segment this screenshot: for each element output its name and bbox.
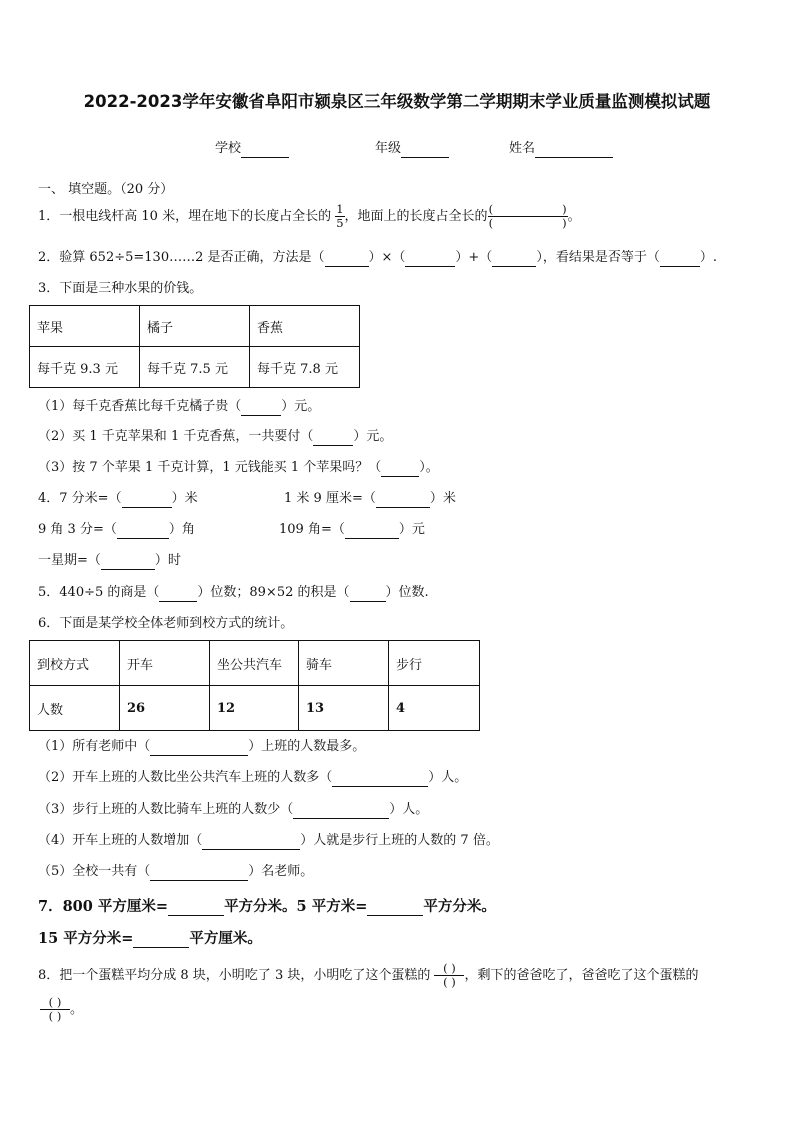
question-5 bbox=[38, 584, 429, 602]
q6-sub-5 bbox=[38, 863, 313, 881]
q7-blank-2 bbox=[367, 915, 423, 916]
q8-a: 8．把一个蛋糕平均分成 8 块，小明吃了 3 块，小明吃了这个蛋糕的 bbox=[38, 968, 431, 983]
q3-sub-2 bbox=[38, 428, 392, 446]
q2-blank-4 bbox=[660, 266, 700, 267]
q1-answer-num bbox=[488, 203, 568, 217]
fruit-name-cell: 香蕉 bbox=[250, 306, 360, 347]
q7-a: 7．800 平方厘米= bbox=[38, 898, 169, 915]
q6-s5b: ）名老师。 bbox=[248, 864, 314, 879]
commute-count-cell: 4 bbox=[389, 686, 480, 731]
q3-sub-3-a: （3）按 7 个苹果 1 千克计算，1 元钱能买 1 个苹果吗？（ bbox=[38, 460, 382, 475]
fruit-price-row bbox=[30, 347, 360, 388]
q7-blank-3 bbox=[133, 947, 189, 948]
q7-e: 平方厘米。 bbox=[189, 930, 262, 947]
question-8-line-1 bbox=[38, 962, 699, 989]
q2-text-c: ）+（ bbox=[455, 250, 493, 265]
q4-r1c: 1 米 9 厘米=（ bbox=[284, 491, 376, 506]
q4-row-1-right bbox=[284, 490, 456, 508]
commute-count-row bbox=[30, 686, 480, 731]
q6-s3b: ）人。 bbox=[389, 802, 429, 817]
q3-sub-2-a: （2）买 1 千克苹果和 1 千克香蕉，一共要付（ bbox=[38, 429, 314, 444]
q4-blank-2 bbox=[376, 507, 430, 508]
q5-blank-1 bbox=[159, 601, 197, 602]
q3-sub-1 bbox=[38, 398, 320, 416]
q1-num-rparen: ) bbox=[562, 202, 567, 216]
fruit-price-cell: 每千克 7.8 元 bbox=[250, 347, 360, 388]
name-label: 姓名 bbox=[509, 141, 536, 156]
question-1 bbox=[38, 203, 581, 230]
commute-header-row bbox=[30, 641, 480, 686]
q7-blank-1 bbox=[168, 915, 224, 916]
q8-frac2-den: ( ) bbox=[48, 1009, 62, 1023]
q3-sub-1-b: ）元。 bbox=[281, 399, 321, 414]
name-blank bbox=[535, 157, 613, 158]
q3-sub-3-b: ）。 bbox=[419, 460, 439, 475]
commute-count-cell: 12 bbox=[210, 686, 299, 731]
commute-header-cell: 步行 bbox=[389, 641, 480, 686]
q6-s5a: （5）全校一共有（ bbox=[38, 864, 151, 879]
fruit-price-table bbox=[29, 305, 360, 388]
q2-blank-2 bbox=[405, 266, 455, 267]
q1-answer-den bbox=[488, 217, 568, 230]
q6-s1a: （1）所有老师中（ bbox=[38, 739, 151, 754]
q6-sub-3 bbox=[38, 801, 428, 819]
commute-table bbox=[29, 640, 480, 731]
question-2 bbox=[38, 249, 717, 267]
commute-header-cell: 到校方式 bbox=[30, 641, 120, 686]
q4-row-3 bbox=[38, 552, 181, 570]
q3-sub-3 bbox=[38, 459, 439, 477]
q8-fraction-1 bbox=[434, 962, 464, 989]
q7-c: 平方分米。 bbox=[423, 898, 496, 915]
commute-header-cell: 骑车 bbox=[299, 641, 389, 686]
commute-count-cell: 13 bbox=[299, 686, 389, 731]
q3-blank-3 bbox=[381, 476, 419, 477]
q3-blank-1 bbox=[241, 415, 281, 416]
q4-blank-4 bbox=[345, 538, 399, 539]
q6-s4b: ）人就是步行上班的人数的 7 倍。 bbox=[300, 833, 499, 848]
q3-sub-1-a: （1）每千克香蕉比每千克橘子贵（ bbox=[38, 399, 242, 414]
q4-row-2-left bbox=[38, 521, 195, 539]
q7-b: 平方分米。5 平方米= bbox=[224, 898, 368, 915]
commute-count-cell: 26 bbox=[120, 686, 210, 731]
fruit-name-cell: 苹果 bbox=[30, 306, 140, 347]
grade-field bbox=[375, 140, 449, 158]
fruit-price-cell: 每千克 9.3 元 bbox=[30, 347, 140, 388]
q8-end: 。 bbox=[70, 1002, 84, 1017]
section-heading: 一、 填空题。（20 分） bbox=[38, 182, 174, 197]
q3-blank-2 bbox=[313, 445, 353, 446]
school-field bbox=[215, 140, 289, 158]
q4-r2d: ）元 bbox=[398, 522, 425, 537]
question-8-line-2 bbox=[40, 996, 83, 1023]
question-7-line-2 bbox=[38, 927, 262, 948]
q1-fraction bbox=[335, 203, 344, 230]
q1-frac-num: 1 bbox=[336, 202, 344, 216]
q4-r1a: 4．7 分米=（ bbox=[38, 491, 122, 506]
q6-s3a: （3）步行上班的人数比骑车上班的人数少（ bbox=[38, 802, 294, 817]
q6-sub-2 bbox=[38, 769, 467, 787]
q1-answer-fraction bbox=[488, 203, 568, 230]
fruit-price-cell: 每千克 7.5 元 bbox=[140, 347, 250, 388]
q1-text-b: ，地面上的长度占全长的 bbox=[344, 209, 488, 224]
q2-text-b: ）×（ bbox=[368, 250, 406, 265]
q4-r3a: 一星期=（ bbox=[38, 553, 101, 568]
q4-r3b: ）时 bbox=[154, 553, 181, 568]
q6-s1b: ）上班的人数最多。 bbox=[248, 739, 366, 754]
q5-b: ）位数；89×52 的积是（ bbox=[197, 585, 350, 600]
q5-a: 5．440÷5 的商是（ bbox=[38, 585, 160, 600]
question-3-intro: 3．下面是三种水果的价钱。 bbox=[38, 281, 203, 296]
q4-r2c: 109 角=（ bbox=[279, 522, 345, 537]
q6-s2a: （2）开车上班的人数比坐公共汽车上班的人数多（ bbox=[38, 770, 333, 785]
q4-blank-5 bbox=[101, 569, 155, 570]
q7-d: 15 平方分米= bbox=[38, 930, 134, 947]
q2-text-a: 2．验算 652÷5=130……2 是否正确，方法是（ bbox=[38, 250, 325, 265]
q4-r1d: ）米 bbox=[429, 491, 456, 506]
q6-s2b: ）人。 bbox=[428, 770, 468, 785]
commute-header-cell: 坐公共汽车 bbox=[210, 641, 299, 686]
q5-blank-2 bbox=[350, 601, 386, 602]
name-field bbox=[509, 140, 613, 158]
q4-row-1-left bbox=[38, 490, 198, 508]
school-label: 学校 bbox=[215, 141, 242, 156]
q4-r1b: ）米 bbox=[171, 491, 198, 506]
q1-end: 。 bbox=[567, 209, 581, 224]
fruit-name-cell: 橘子 bbox=[140, 306, 250, 347]
q1-den-lparen: ( bbox=[488, 216, 494, 230]
fruit-header-row bbox=[30, 306, 360, 347]
q1-num-lparen: ( bbox=[488, 202, 494, 216]
q6-sub-1 bbox=[38, 738, 365, 756]
question-7-line-1 bbox=[38, 895, 496, 916]
q6-s4a: （4）开车上班的人数增加（ bbox=[38, 833, 203, 848]
page-title: 2022-2023学年安徽省阜阳市颍泉区三年级数学第二学期期末学业质量监测模拟试题 bbox=[83, 92, 711, 111]
q4-r2b: ）角 bbox=[168, 522, 195, 537]
q8-b: ，剩下的爸爸吃了，爸爸吃了这个蛋糕的 bbox=[464, 968, 699, 983]
q1-text-a: 1．一根电线杆高 10 米，埋在地下的长度占全长的 bbox=[38, 209, 332, 224]
commute-header-cell: 开车 bbox=[120, 641, 210, 686]
q4-r2a: 9 角 3 分=（ bbox=[38, 522, 117, 537]
q1-frac-den: 5 bbox=[336, 216, 344, 230]
q6-blank-3 bbox=[293, 818, 389, 819]
q2-text-e: ）. bbox=[699, 250, 717, 265]
q4-row-2-right bbox=[279, 521, 425, 539]
q6-blank-1 bbox=[150, 755, 248, 756]
q8-frac1-num: ( ) bbox=[434, 962, 464, 976]
q8-fraction-2 bbox=[40, 996, 70, 1023]
q8-frac2-num: ( ) bbox=[40, 996, 70, 1010]
q6-sub-4 bbox=[38, 832, 499, 850]
q3-sub-2-b: ）元。 bbox=[353, 429, 393, 444]
q6-blank-5 bbox=[150, 880, 248, 881]
q6-blank-4 bbox=[202, 849, 300, 850]
q2-text-d: ），看结果是否等于（ bbox=[536, 250, 660, 265]
q1-den-rparen: ) bbox=[562, 216, 567, 230]
q6-blank-2 bbox=[332, 786, 428, 787]
grade-blank bbox=[401, 157, 449, 158]
q5-c: ）位数. bbox=[385, 585, 429, 600]
q4-blank-3 bbox=[117, 538, 169, 539]
q8-frac1-den: ( ) bbox=[443, 975, 456, 989]
q2-blank-1 bbox=[325, 266, 369, 267]
commute-row-label: 人数 bbox=[30, 686, 120, 731]
school-blank bbox=[241, 157, 289, 158]
question-6-intro: 6．下面是某学校全体老师到校方式的统计。 bbox=[38, 616, 294, 631]
grade-label: 年级 bbox=[375, 141, 402, 156]
q4-blank-1 bbox=[122, 507, 172, 508]
q2-blank-3 bbox=[492, 266, 536, 267]
